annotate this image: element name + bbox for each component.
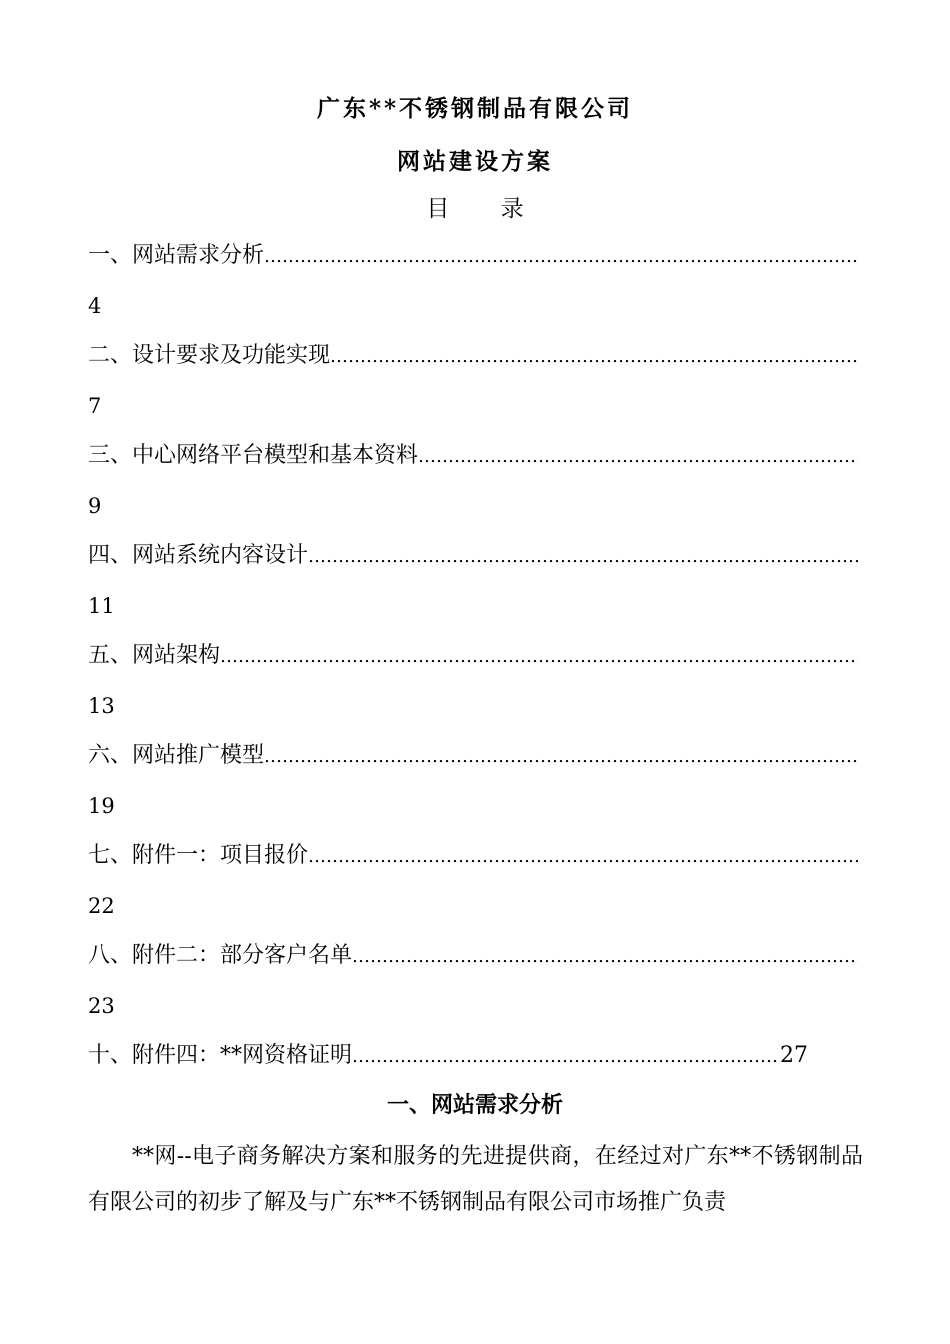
toc-entry[interactable] xyxy=(88,1040,808,1072)
document-title: 广东**不锈钢制品有限公司 xyxy=(316,95,634,122)
toc-entry-page: 23 xyxy=(88,994,115,1018)
toc-entry-label: 四、网站系统内容设计 xyxy=(88,543,309,568)
toc-entry[interactable] xyxy=(88,440,858,472)
toc-entry-page: 27 xyxy=(780,1043,808,1068)
table-of-contents xyxy=(88,240,858,1072)
toc-leader-dots xyxy=(308,841,858,872)
toc-entry-label: 六、网站推广模型 xyxy=(88,743,265,768)
toc-leader-dots xyxy=(220,641,858,672)
toc-entry-label: 十、附件四：**网资格证明 xyxy=(88,1043,353,1068)
toc-entry[interactable] xyxy=(88,640,858,672)
toc-entry-page: 19 xyxy=(88,794,115,818)
toc-entry-label: 七、附件一：项目报价 xyxy=(88,843,309,868)
toc-leader-dots xyxy=(352,941,858,972)
toc-entry-page: 7 xyxy=(88,394,102,418)
toc-entry-label: 二、设计要求及功能实现 xyxy=(88,343,331,368)
toc-leader-dots xyxy=(330,341,858,372)
toc-leader-dots xyxy=(418,441,858,472)
toc-entry-page: 4 xyxy=(88,294,102,318)
toc-entry-page: 9 xyxy=(88,494,102,518)
toc-entry[interactable] xyxy=(88,940,858,972)
toc-entry-label: 八、附件二：部分客户名单 xyxy=(88,943,353,968)
document-subtitle: 网站建设方案 xyxy=(397,148,553,175)
toc-entry[interactable] xyxy=(88,540,858,572)
toc-entry-page: 22 xyxy=(88,894,115,918)
toc-entry-label: 三、中心网络平台模型和基本资料 xyxy=(88,443,419,468)
toc-leader-dots xyxy=(264,241,858,272)
body-paragraph: **网--电子商务解决方案和服务的先进提供商，在经过对广东**不锈钢制品有限公司的初步了解及与广东**不锈钢制品有限公司市场推广负责 xyxy=(88,1144,863,1215)
toc-entry[interactable] xyxy=(88,340,858,372)
toc-entry[interactable] xyxy=(88,840,858,872)
toc-entry-page: 11 xyxy=(88,594,115,618)
toc-leader-dots xyxy=(308,541,858,572)
toc-heading: 目 录 xyxy=(426,196,546,222)
section-heading: 一、网站需求分析 xyxy=(386,1092,563,1118)
toc-entry-page: 13 xyxy=(88,694,115,718)
toc-entry[interactable] xyxy=(88,740,858,772)
toc-entry-label: 一、网站需求分析 xyxy=(88,243,265,268)
toc-entry-label: 五、网站架构 xyxy=(88,643,221,668)
toc-leader-dots xyxy=(352,1041,780,1072)
toc-entry[interactable] xyxy=(88,240,858,272)
toc-leader-dots xyxy=(264,741,858,772)
